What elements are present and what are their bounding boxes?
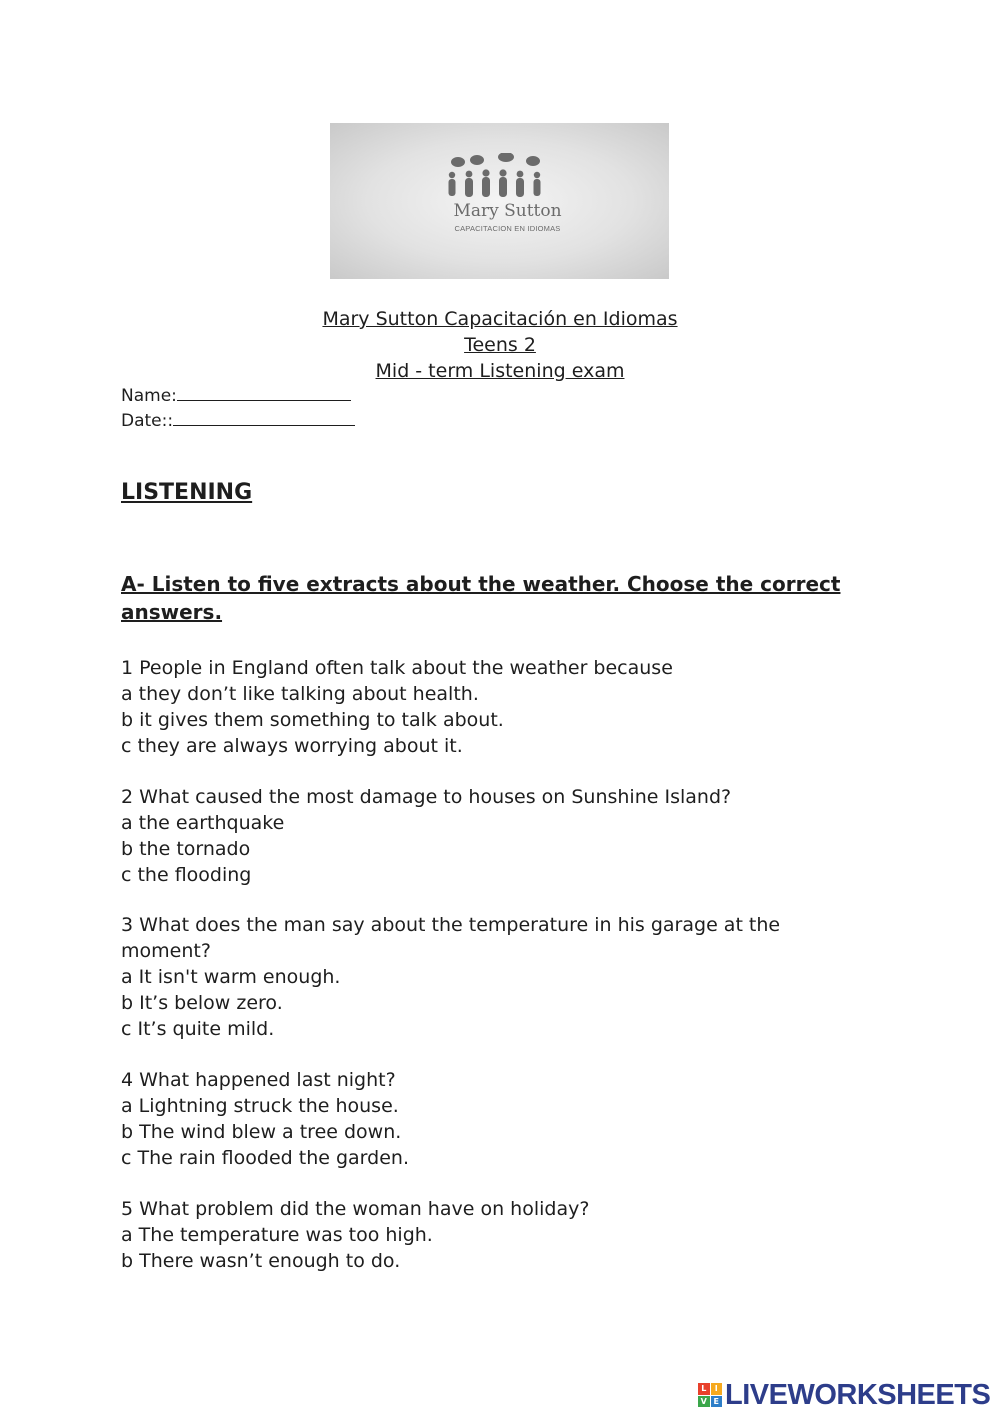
- date-field[interactable]: [121, 409, 355, 433]
- liveworksheets-brand: [698, 1378, 990, 1412]
- school-logo: [330, 123, 669, 279]
- option-1a: a they don’t like talking about health.: [121, 683, 479, 705]
- option-5b: b There wasn’t enough to do.: [121, 1250, 401, 1272]
- logo-subtitle: CAPACITACION EN IDIOMAS: [454, 224, 561, 233]
- question-block-2: [121, 784, 861, 888]
- question-4: 4 What happened last night?: [121, 1069, 396, 1091]
- question-block-4: [121, 1067, 861, 1171]
- exam-title: Mid - term Listening exam: [375, 360, 625, 382]
- option-2c: c the flooding: [121, 864, 252, 886]
- option-4c: c The rain flooded the garden.: [121, 1147, 409, 1169]
- logo-name: Mary Sutton: [453, 201, 562, 221]
- question-2: 2 What caused the most damage to houses on Sunshine Island?: [121, 786, 732, 808]
- question-1: 1 People in England often talk about the weather because: [121, 657, 673, 679]
- logo-tile-e: E: [711, 1396, 723, 1408]
- option-2a: a the earthquake: [121, 812, 285, 834]
- question-3: 3 What does the man say about the temperature in his garage at the moment?: [121, 914, 781, 962]
- name-label: Name:: [121, 386, 177, 406]
- people-speech-bubbles-icon: [435, 153, 565, 201]
- question-block-5: [121, 1196, 861, 1274]
- date-label: Date::: [121, 411, 174, 431]
- name-field[interactable]: [121, 384, 351, 408]
- question-5: 5 What problem did the woman have on holiday?: [121, 1198, 590, 1220]
- logo-tile-v: V: [698, 1396, 710, 1408]
- question-block-3: [121, 912, 861, 1042]
- question-block-1: [121, 655, 861, 759]
- logo-tile-l: L: [698, 1383, 710, 1395]
- section-instruction: A- Listen to five extracts about the weather. Choose the correct answers.: [121, 572, 841, 624]
- option-4a: a Lightning struck the house.: [121, 1095, 399, 1117]
- liveworksheets-logo-icon: [698, 1383, 722, 1407]
- option-3c: c It’s quite mild.: [121, 1018, 275, 1040]
- section-title: LISTENING: [121, 480, 253, 505]
- name-blank[interactable]: [177, 384, 351, 401]
- logo-tile-i: I: [711, 1383, 723, 1395]
- date-blank[interactable]: [173, 409, 355, 426]
- option-5a: a The temperature was too high.: [121, 1224, 433, 1246]
- school-name: Mary Sutton Capacitación en Idiomas: [322, 308, 678, 330]
- liveworksheets-text: LIVEWORKSHEETS: [725, 1378, 991, 1411]
- option-3b: b It’s below zero.: [121, 992, 283, 1014]
- option-1c: c they are always worrying about it.: [121, 735, 463, 757]
- option-2b: b the tornado: [121, 838, 251, 860]
- option-3a: a It isn't warm enough.: [121, 966, 341, 988]
- option-4b: b The wind blew a tree down.: [121, 1121, 402, 1143]
- option-1b: b it gives them something to talk about.: [121, 709, 504, 731]
- course-name: Teens 2: [464, 334, 536, 356]
